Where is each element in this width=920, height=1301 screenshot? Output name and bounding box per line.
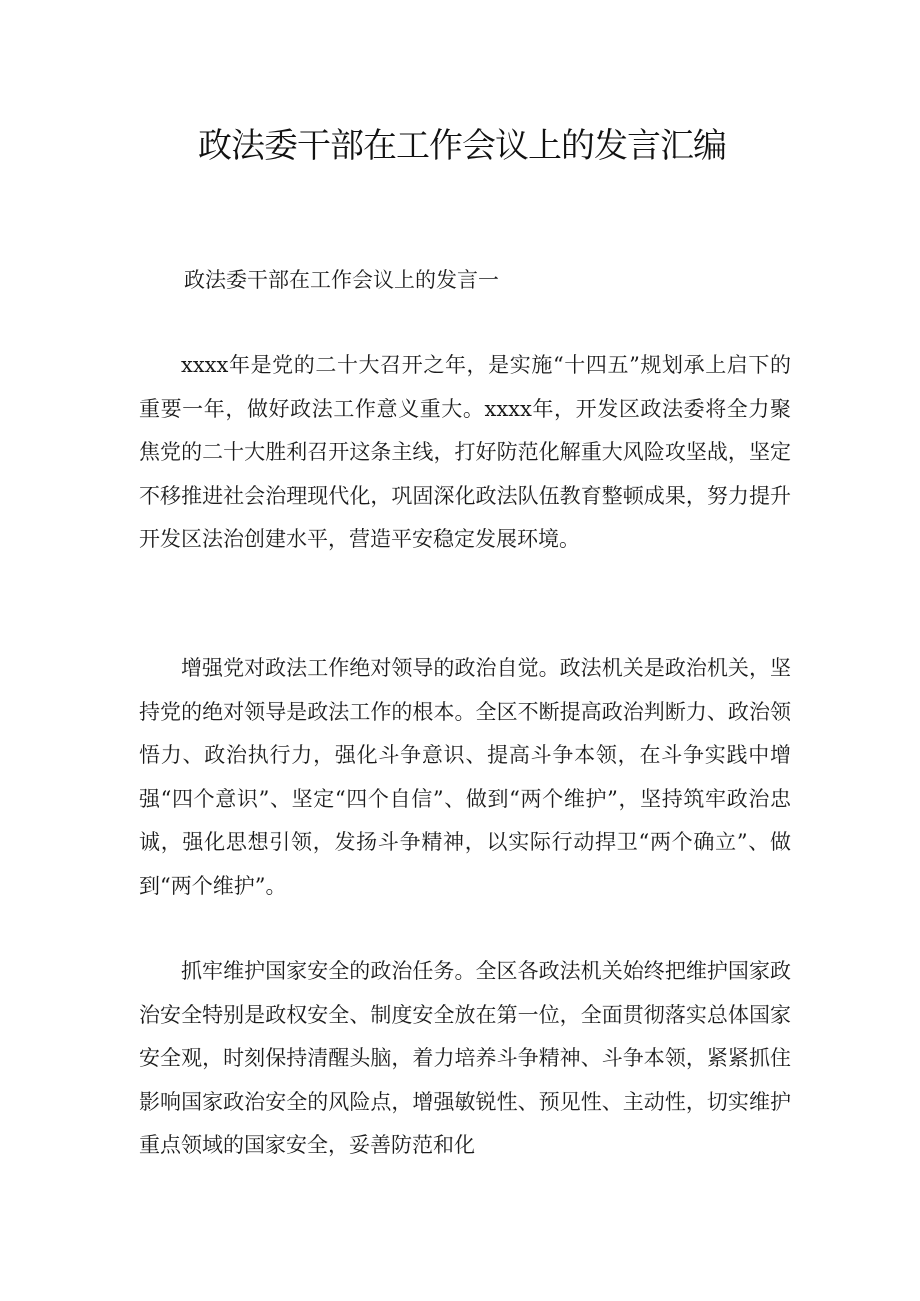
body-paragraph-2: 增强党对政法工作绝对领导的政治自觉。政法机关是政治机关，坚持党的绝对领导是政法工作的根本。全区不断提高政治判断力、政治领悟力、政治执行力，强化斗争意识、提高斗争本领，在斗争实践中增强“四个意识”、坚定“四个自信”、做到“两个维护”，坚持筑牢政治忠诚，强化思想引领，发扬斗争精神，以实际行动捍卫“两个确立”、做到“两个维护”。 <box>139 656 791 898</box>
body-paragraph-1: xxxx年是党的二十大召开之年，是实施“十四五”规划承上启下的重要一年，做好政法工作意义重大。xxxx年，开发区政法委将全力聚焦党的二十大胜利召开这条主线，打好防范化解重大风险攻坚战，坚定不移推进社会治理现代化，巩固深化政法队伍教育整顿成果，努力提升开发区法治创建水平，营造平安稳定发展环境。 <box>139 353 791 551</box>
document-title: 政法委干部在工作会议上的发言汇编 <box>198 126 726 166</box>
section-heading: 政法委干部在工作会议上的发言一 <box>184 268 499 292</box>
body-paragraph-3: 抓牢维护国家安全的政治任务。全区各政法机关始终把维护国家政治安全特别是政权安全、制度安全放在第一位，全面贯彻落实总体国家安全观，时刻保持清醒头脑，着力培养斗争精神、斗争本领，紧紧抓住影响国家政治安全的风险点，增强敏锐性、预见性、主动性，切实维护重点领域的国家安全，妥善防范和化 <box>139 959 791 1157</box>
